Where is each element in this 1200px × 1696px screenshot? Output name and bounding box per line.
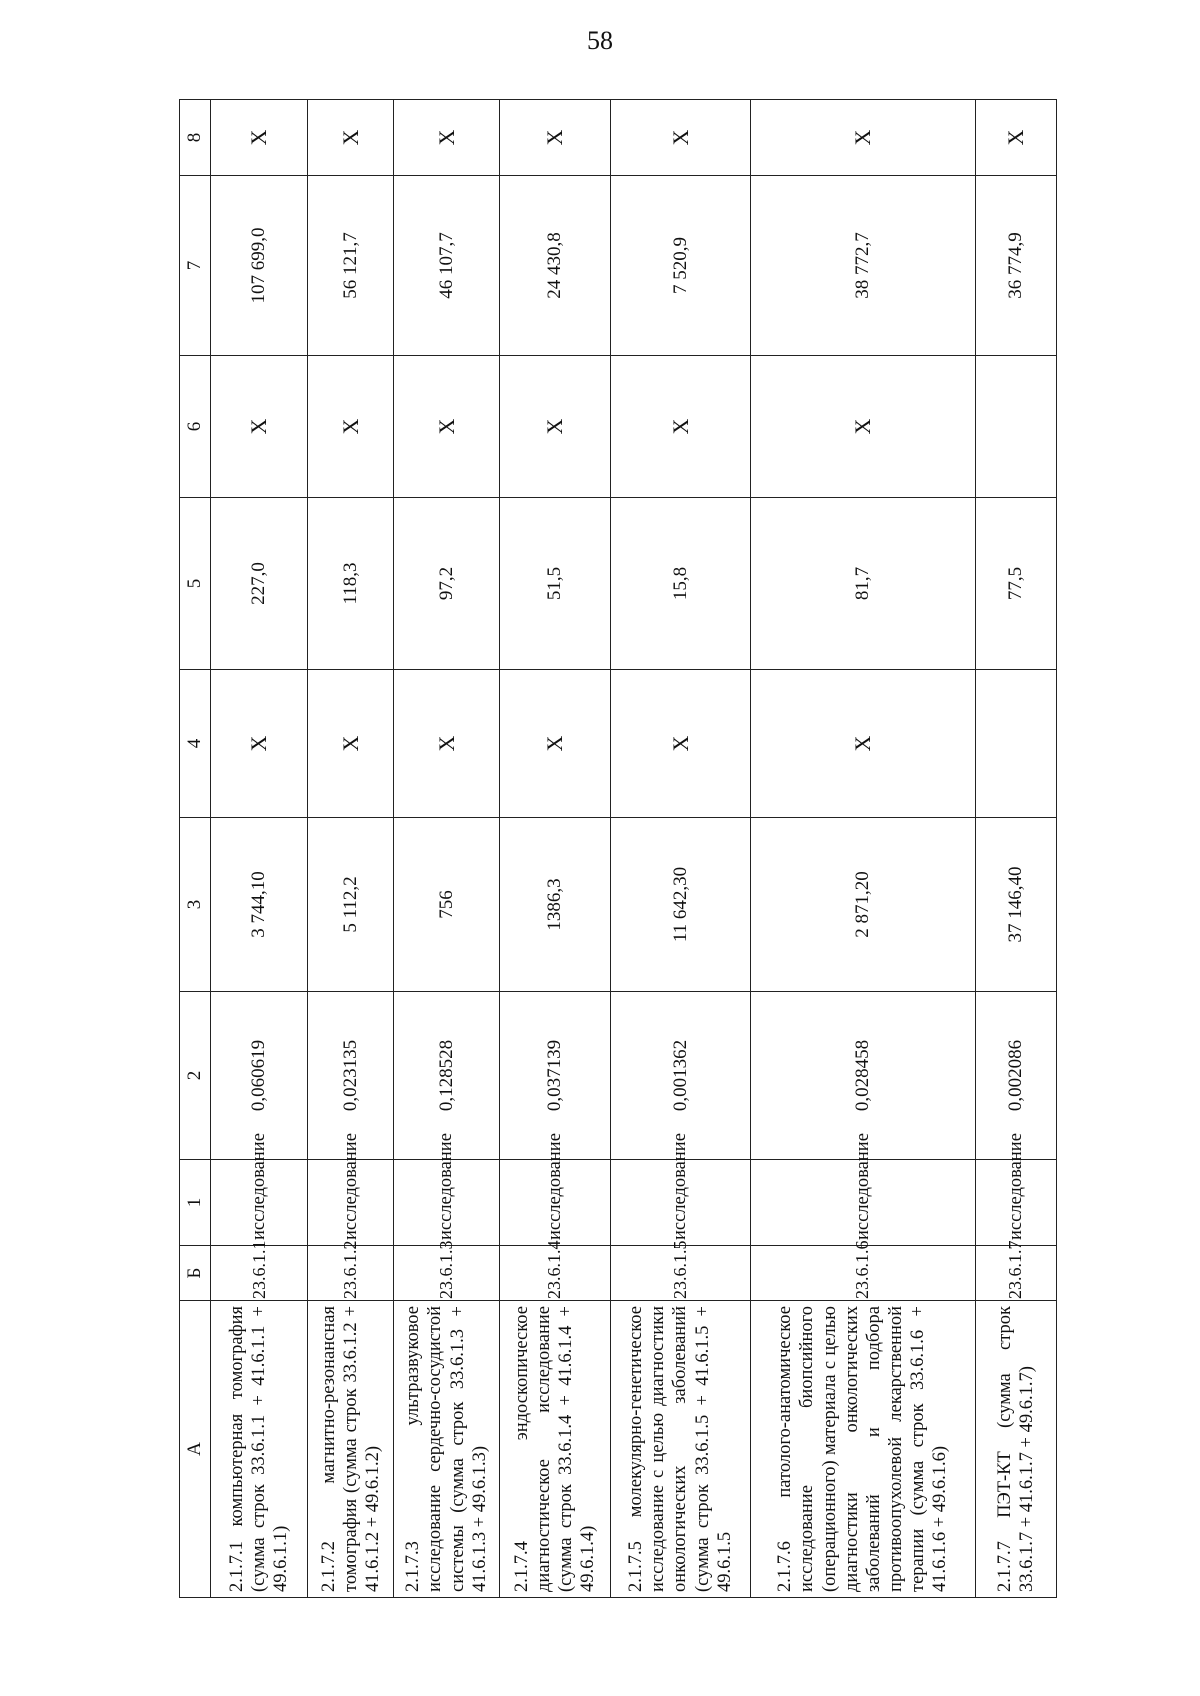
data-table	[179, 99, 1057, 1598]
row-code: 23.6.1.5	[611, 1246, 751, 1301]
row-col7: 24 430,8	[499, 176, 610, 356]
row-code: 23.6.1.7	[975, 1246, 1056, 1301]
row-col5: 118,3	[308, 498, 394, 670]
row-col3: 756	[394, 818, 499, 992]
row-unit: исследование	[211, 1160, 308, 1246]
row-col5: 77,5	[975, 498, 1056, 670]
row-col7: 7 520,9	[611, 176, 751, 356]
row-unit: исследование	[611, 1160, 751, 1246]
row-description: 2.1.7.1 компьютерная томография (сумма строк 33.6.1.1 + 41.6.1.1 + 49.6.1.1)	[211, 1301, 308, 1598]
row-col3: 11 642,30	[611, 818, 751, 992]
row-col5: 97,2	[394, 498, 499, 670]
row-col7: 46 107,7	[394, 176, 499, 356]
row-col6: X	[394, 356, 499, 498]
row-description: 2.1.7.5 молекулярно-генетическое исследование с целью диагностики онкологических заболеваний (сумма строк 33.6.1.5 + 41.6.1.5 + 49.6.1.5	[611, 1301, 751, 1598]
row-description: 2.1.7.2 магнитно-резонансная томография (сумма строк 33.6.1.2 + 41.6.1.2 + 49.6.1.2)	[308, 1301, 394, 1598]
header-cell: 8	[180, 100, 211, 176]
row-col2: 0,002086	[975, 992, 1056, 1160]
row-col8: X	[308, 100, 394, 176]
header-cell: А	[180, 1301, 211, 1598]
row-unit: исследование	[499, 1160, 610, 1246]
row-code: 23.6.1.2	[308, 1246, 394, 1301]
row-col6: X	[211, 356, 308, 498]
row-col2: 0,128528	[394, 992, 499, 1160]
header-cell: 5	[180, 498, 211, 670]
header-cell: 7	[180, 176, 211, 356]
row-col2: 0,001362	[611, 992, 751, 1160]
row-col6	[975, 356, 1056, 498]
row-description: 2.1.7.6 патолого-анатомическое исследование биопсийного (операционного) материала с целью диагностики онкологических заболеваний и подбора противоопухолевой лекарственной терапии (сумма строк 33.6.1.6 + 41.6.1.6 + 49.6.1.6)	[750, 1301, 975, 1598]
row-col4: X	[394, 670, 499, 818]
row-col3: 37 146,40	[975, 818, 1056, 992]
row-unit: исследование	[750, 1160, 975, 1246]
header-cell: Б	[180, 1246, 211, 1301]
row-col8: X	[211, 100, 308, 176]
row-col8: X	[750, 100, 975, 176]
row-col5: 51,5	[499, 498, 610, 670]
row-code: 23.6.1.4	[499, 1246, 610, 1301]
row-col8: X	[394, 100, 499, 176]
row-col2: 0,028458	[750, 992, 975, 1160]
row-col3: 3 744,10	[211, 818, 308, 992]
header-cell: 2	[180, 992, 211, 1160]
row-col3: 1386,3	[499, 818, 610, 992]
row-col7: 56 121,7	[308, 176, 394, 356]
row-col3: 5 112,2	[308, 818, 394, 992]
row-col8: X	[975, 100, 1056, 176]
row-code: 23.6.1.6	[750, 1246, 975, 1301]
row-col4: X	[211, 670, 308, 818]
header-cell: 3	[180, 818, 211, 992]
row-col4	[975, 670, 1056, 818]
row-col8: X	[499, 100, 610, 176]
row-col5: 15,8	[611, 498, 751, 670]
table-row	[611, 100, 751, 1598]
page-number: 58	[587, 26, 613, 55]
row-col6: X	[308, 356, 394, 498]
header-cell: 6	[180, 356, 211, 498]
row-col6: X	[499, 356, 610, 498]
row-code: 23.6.1.3	[394, 1246, 499, 1301]
table-row	[975, 100, 1056, 1598]
row-code: 23.6.1.1	[211, 1246, 308, 1301]
row-col5: 81,7	[750, 498, 975, 670]
row-unit: исследование	[308, 1160, 394, 1246]
row-col2: 0,023135	[308, 992, 394, 1160]
row-col4: X	[611, 670, 751, 818]
table-row	[750, 100, 975, 1598]
row-col8: X	[611, 100, 751, 176]
row-col7: 107 699,0	[211, 176, 308, 356]
table-row	[394, 100, 499, 1598]
table-row	[308, 100, 394, 1598]
rotated-table-container	[179, 100, 1057, 1598]
row-description: 2.1.7.3 ультразвуковое исследование сердечно-сосудистой системы (сумма строк 33.6.1.3 + 41.6.1.3 + 49.6.1.3)	[394, 1301, 499, 1598]
row-col5: 227,0	[211, 498, 308, 670]
row-description: 2.1.7.4 эндоскопическое диагностическое исследование (сумма строк 33.6.1.4 + 41.6.1.4 + 49.6.1.4)	[499, 1301, 610, 1598]
header-cell: 1	[180, 1160, 211, 1246]
row-col4: X	[750, 670, 975, 818]
row-description: 2.1.7.7 ПЭТ-КТ (сумма строк 33.6.1.7 + 41.6.1.7 + 49.6.1.7)	[975, 1301, 1056, 1598]
row-col7: 38 772,7	[750, 176, 975, 356]
row-col6: X	[611, 356, 751, 498]
row-col2: 0,060619	[211, 992, 308, 1160]
header-cell: 4	[180, 670, 211, 818]
row-col4: X	[308, 670, 394, 818]
row-col3: 2 871,20	[750, 818, 975, 992]
row-col6: X	[750, 356, 975, 498]
row-col2: 0,037139	[499, 992, 610, 1160]
row-col7: 36 774,9	[975, 176, 1056, 356]
row-unit: исследование	[394, 1160, 499, 1246]
header-row	[180, 100, 211, 1598]
row-unit: исследование	[975, 1160, 1056, 1246]
table-row	[211, 100, 308, 1598]
row-col4: X	[499, 670, 610, 818]
table-row	[499, 100, 610, 1598]
